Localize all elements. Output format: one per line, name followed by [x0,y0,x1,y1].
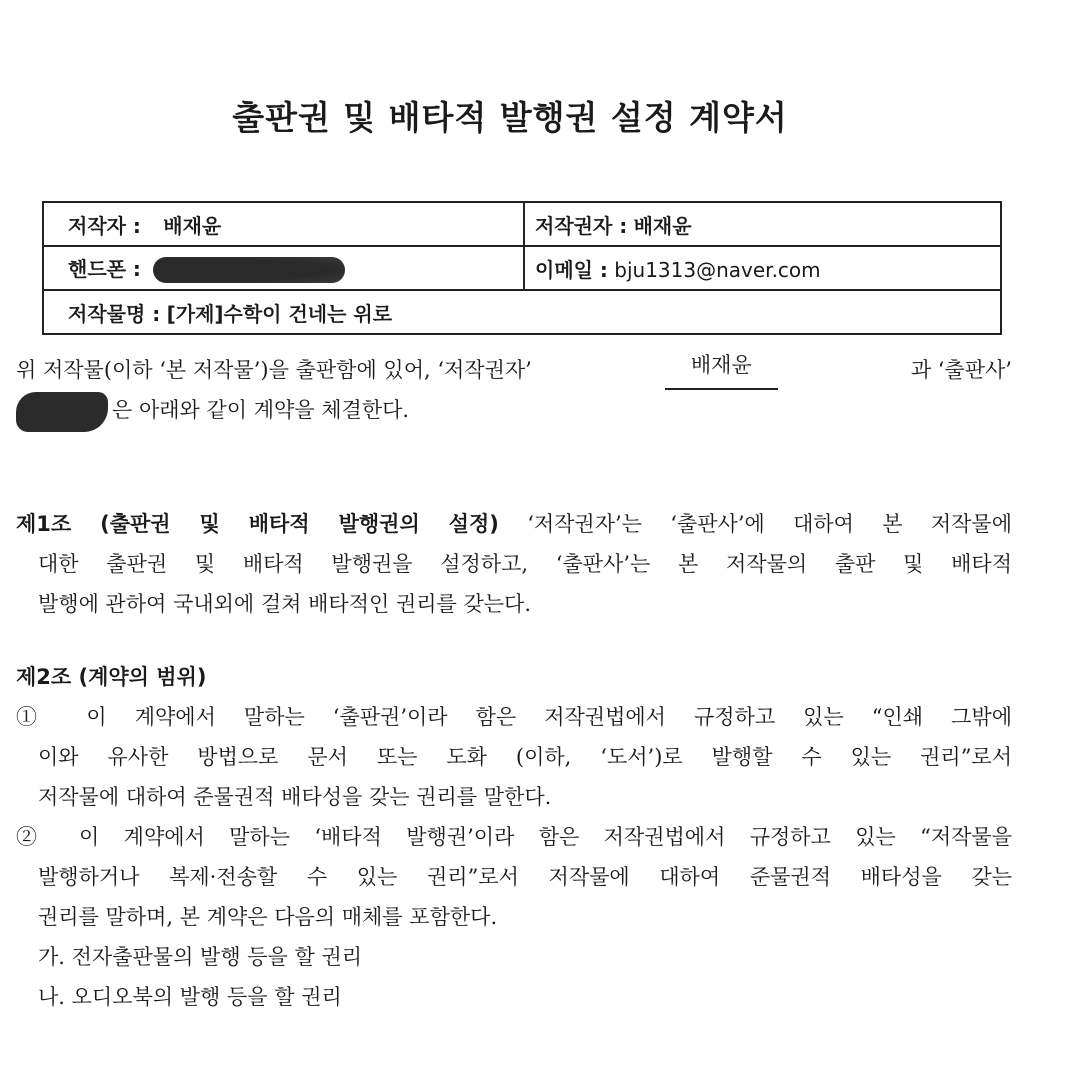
intro-paragraph [16,350,1012,432]
intro-line-1 [16,350,1012,390]
intro-line-2-text: 은 아래와 같이 계약을 체결한다. [112,398,410,422]
info-row-work-title [43,290,1001,334]
article-2-item-1-line-1: ① 이 계약에서 말하는 ‘출판권’이라 함은 저작권법에서 규정하고 있는 “인쇄 그밖에 [16,705,1012,729]
publisher-redaction [16,392,108,432]
intro-line-1-post: 과 ‘출판사’ [910,358,1012,382]
article-2-heading: 제2조 (계약의 범위) [16,665,207,689]
copyright-holder-label: 저작권자 : [535,213,628,238]
email-label: 이메일 : [535,257,608,282]
article-2-item-1-line-2: 이와 유사한 방법으로 문서 또는 도화 (이하, ‘도서’)로 발행할 수 있는 권리”로서 [38,745,1012,769]
author-cell [43,202,524,246]
article-2 [16,657,1012,1017]
article-1-line-1 [16,504,1012,544]
article-2-item-1-line-3: 저작물에 대하여 준물권적 배타성을 갖는 권리를 말한다. [38,785,552,809]
copyright-holder-value: 배재윤 [633,213,692,238]
author-label: 저작자 : [68,213,141,238]
info-row-contact [43,246,1001,290]
phone-label: 핸드폰 : [68,256,141,281]
contract-info-table [42,201,1002,335]
phone-redaction [153,257,345,283]
article-1-heading: 제1조 (출판권 및 배타적 발행권의 설정) [16,512,499,536]
document-title: 출판권 및 배타적 발행권 설정 계약서 [232,98,788,137]
article-2-sub-item-a: 가. 전자출판물의 발행 등을 할 권리 [38,945,363,969]
article-1-line-3: 발행에 관하여 국내외에 걸쳐 배타적인 권리를 갖는다. [38,592,532,616]
copyright-holder-cell [524,202,1001,246]
article-1-line-1-rest: ‘저작권자’는 ‘출판사’에 대하여 본 저작물에 [527,512,1013,536]
work-title-cell [43,290,1001,334]
article-2-sub-item-b: 나. 오디오북의 발행 등을 할 권리 [38,985,342,1009]
email-cell [524,246,1001,290]
phone-cell [43,246,524,290]
work-title-value: [가제]수학이 건네는 위로 [166,301,393,326]
article-2-item-2-line-3: 권리를 말하며, 본 계약은 다음의 매체를 포함한다. [38,905,498,929]
intro-author-name: 배재윤 [665,350,778,390]
article-2-item-2-line-2: 발행하거나 복제·전송할 수 있는 권리”로서 저작물에 대하여 준물권적 배타성을 갖는 [38,865,1012,889]
article-1-line-2: 대한 출판권 및 배타적 발행권을 설정하고, ‘출판사’는 본 저작물의 출판 및 배타적 [38,552,1012,576]
intro-line-1-pre: 위 저작물(이하 ‘본 저작물’)을 출판함에 있어, ‘저작권자’ [16,358,532,382]
author-value: 배재윤 [163,213,222,238]
email-value: bju1313@naver.com [614,257,821,282]
info-row-author [43,202,1001,246]
article-1 [16,504,1012,624]
article-2-item-2-line-1: ② 이 계약에서 말하는 ‘배타적 발행권’이라 함은 저작권법에서 규정하고 있는 “저작물을 [16,825,1012,849]
work-title-label: 저작물명 : [68,301,161,326]
intro-line-2 [16,390,1012,432]
